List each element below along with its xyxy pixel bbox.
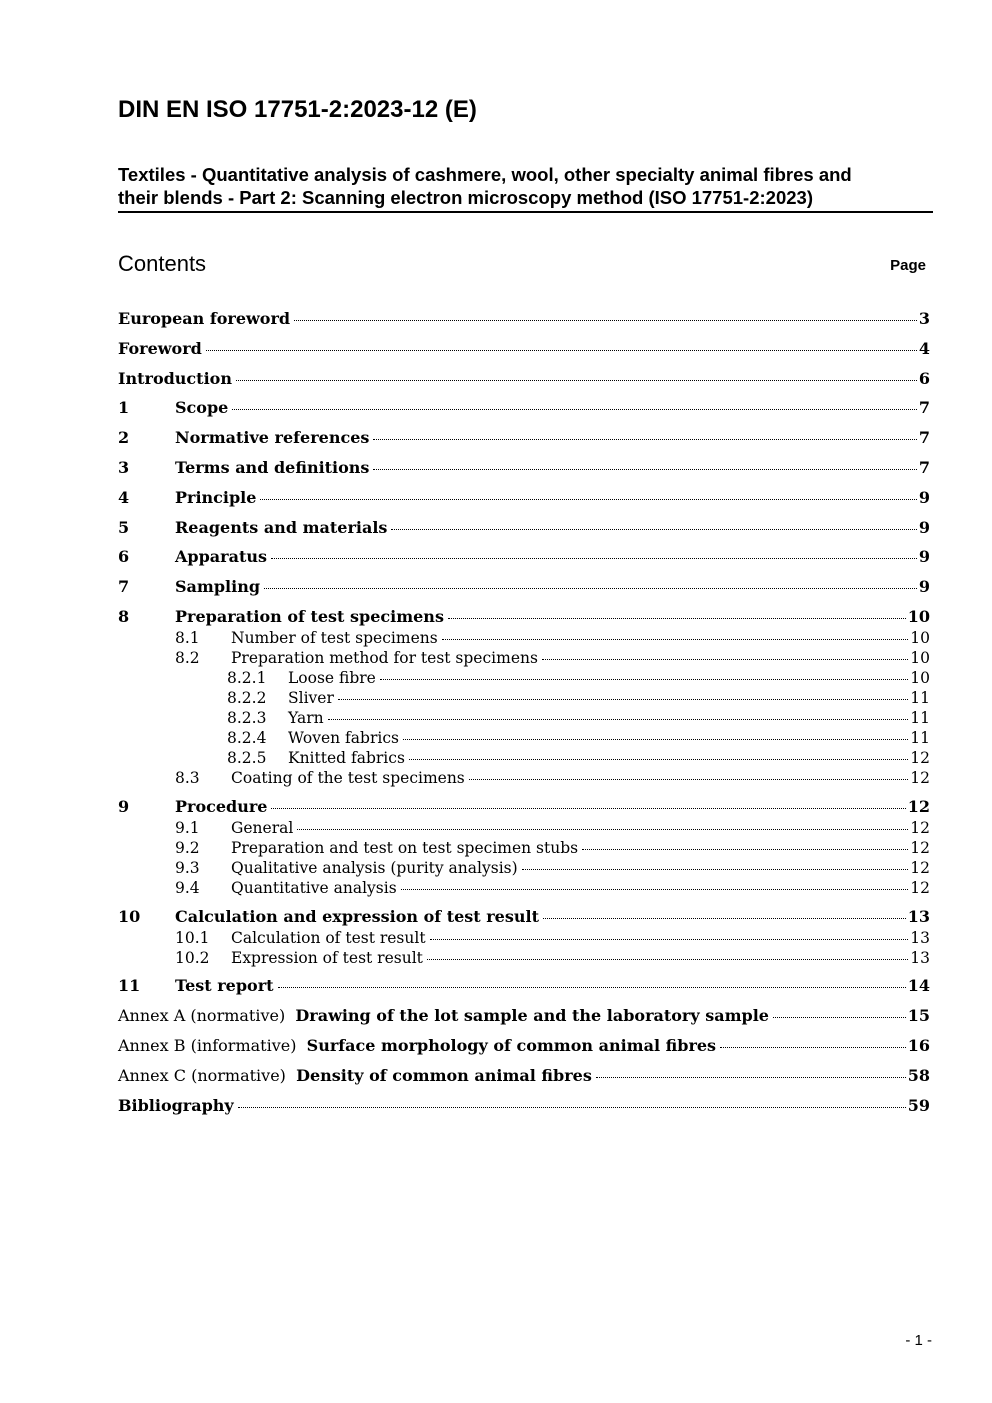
toc-entry-page: 10 [910, 648, 930, 667]
toc-entry-title: Procedure [175, 796, 268, 816]
toc-entry-page: 13 [910, 928, 930, 947]
dot-leader [264, 587, 917, 589]
dot-leader [582, 848, 908, 850]
table-of-contents [118, 308, 930, 1117]
toc-entry-number: 9.2 [175, 838, 200, 857]
dot-leader [409, 758, 908, 760]
toc-entry[interactable] [118, 688, 930, 708]
toc-entry-number: 8.2.5 [227, 748, 267, 767]
dot-leader [238, 1106, 906, 1108]
toc-entry-page: 12 [910, 858, 930, 877]
toc-entry-number: 10.2 [175, 948, 210, 967]
toc-entry-number: 11 [118, 976, 141, 996]
dot-leader [773, 1016, 906, 1018]
dot-leader [391, 528, 916, 530]
dot-leader [206, 349, 917, 351]
dot-leader [297, 828, 908, 830]
toc-entry-number: 9.1 [175, 818, 200, 837]
toc-entry-page: 10 [910, 628, 930, 647]
toc-entry-number: 10.1 [175, 928, 210, 947]
toc-entry[interactable] [118, 928, 930, 948]
toc-entry[interactable] [118, 878, 930, 898]
toc-entry-title: Scope [175, 398, 229, 418]
toc-entry-page: 9 [918, 517, 930, 537]
toc-entry-number: 8.2.2 [227, 688, 267, 707]
toc-entry-page: 12 [910, 878, 930, 897]
toc-entry-page: 16 [907, 1035, 930, 1055]
toc-entry[interactable] [118, 517, 930, 539]
toc-entry[interactable] [118, 768, 930, 788]
toc-entry[interactable] [118, 648, 930, 668]
dot-leader [294, 319, 917, 321]
toc-entry-page: 10 [907, 606, 930, 626]
dot-leader [720, 1046, 906, 1048]
toc-entry-number: 6 [118, 547, 130, 567]
toc-entry[interactable] [118, 975, 930, 997]
page-number: - 1 - [905, 1332, 932, 1349]
dot-leader [373, 468, 916, 470]
dot-leader [448, 617, 906, 619]
dot-leader [338, 698, 908, 700]
toc-entry-page: 12 [910, 818, 930, 837]
toc-entry-page: 6 [918, 368, 930, 388]
toc-entry[interactable] [118, 708, 930, 728]
dot-leader [542, 658, 908, 660]
toc-annex-label: Annex C (normative) [118, 1065, 297, 1085]
toc-entry[interactable] [118, 906, 930, 928]
toc-entry-title: Coating of the test specimens [231, 768, 465, 787]
toc-entry-page: 12 [910, 838, 930, 857]
toc-entry-page: 3 [918, 309, 930, 328]
toc-entry-page: 14 [907, 976, 930, 996]
toc-entry[interactable] [118, 668, 930, 688]
toc-entry-number: 5 [118, 517, 130, 537]
toc-entry-title: Woven fabrics [288, 728, 399, 747]
toc-entry-page: 12 [910, 748, 930, 767]
document-subtitle [118, 163, 933, 213]
toc-entry[interactable] [118, 397, 930, 419]
toc-entry-page: 7 [918, 457, 930, 477]
toc-entry-page: 11 [910, 728, 930, 747]
toc-entry-page: 15 [907, 1006, 930, 1026]
toc-entry-title: Calculation and expression of test result [175, 906, 539, 926]
toc-entry-number: 9.3 [175, 858, 200, 877]
toc-entry-title: Preparation method for test specimens [231, 648, 538, 667]
toc-entry-title: Number of test specimens [231, 628, 438, 647]
dot-leader [469, 778, 909, 780]
toc-entry[interactable] [118, 796, 930, 818]
toc-entry[interactable] [118, 1035, 930, 1057]
toc-entry-title: Yarn [288, 708, 324, 727]
toc-entry-title: General [231, 818, 294, 837]
toc-entry[interactable] [118, 457, 930, 479]
toc-entry-title: Normative references [175, 428, 370, 448]
toc-annex-label: Annex A (normative) [118, 1006, 296, 1026]
dot-leader [430, 938, 909, 940]
toc-entry[interactable] [118, 338, 930, 360]
toc-entry-page: 4 [918, 338, 930, 358]
dot-leader [543, 917, 906, 919]
toc-entry[interactable] [118, 1065, 930, 1087]
toc-entry[interactable] [118, 1005, 930, 1027]
toc-entry-number: 8.2.1 [227, 668, 267, 687]
dot-leader [236, 379, 917, 381]
subtitle-line-1: Textiles - Quantitative analysis of cashmere, wool, other specialty animal fibres and [118, 164, 852, 185]
toc-entry[interactable] [118, 368, 930, 390]
toc-entry-page: 9 [918, 577, 930, 597]
toc-entry-title: Density of common animal fibres [296, 1065, 592, 1085]
toc-entry-number: 2 [118, 428, 130, 448]
toc-entry[interactable] [118, 308, 930, 330]
toc-entry-page: 11 [910, 688, 930, 707]
toc-entry-number: 9 [118, 796, 130, 816]
toc-entry-number: 8 [118, 606, 130, 626]
toc-entry-title: Drawing of the lot sample and the laboratory sample [295, 1006, 769, 1026]
toc-annex-label: Annex B (informative) [118, 1035, 307, 1055]
toc-entry[interactable] [118, 628, 930, 648]
dot-leader [328, 718, 909, 720]
toc-entry-number: 8.3 [175, 768, 200, 787]
dot-leader [232, 408, 917, 410]
toc-entry-number: 8.2 [175, 648, 200, 667]
toc-entry-number: 8.2.3 [227, 708, 267, 727]
dot-leader [401, 888, 909, 890]
toc-entry[interactable] [118, 427, 930, 449]
toc-entry-number: 8.2.4 [227, 728, 267, 747]
toc-entry-title: Reagents and materials [175, 517, 388, 537]
toc-entry-title: Test report [175, 976, 274, 996]
toc-entry-page: 59 [907, 1095, 930, 1115]
dot-leader [427, 958, 908, 960]
subtitle-line-2: their blends - Part 2: Scanning electron microscopy method (ISO 17751-2:2023) [118, 187, 813, 208]
toc-entry-page: 13 [910, 948, 930, 967]
dot-leader [260, 498, 916, 500]
dot-leader [271, 807, 905, 809]
toc-entry-title: Introduction [118, 368, 232, 388]
toc-entry-title: Apparatus [175, 547, 267, 567]
toc-entry-number: 9.4 [175, 878, 200, 897]
toc-entry-page: 11 [910, 708, 930, 727]
toc-entry[interactable] [118, 606, 930, 628]
toc-entry-title: Preparation and test on test specimen stubs [231, 838, 579, 857]
toc-entry-title: Qualitative analysis (purity analysis) [231, 858, 518, 877]
toc-entry-page: 58 [907, 1065, 930, 1085]
toc-entry[interactable] [118, 1095, 930, 1117]
toc-entry-title: Quantitative analysis [231, 878, 397, 897]
dot-leader [596, 1076, 906, 1078]
toc-entry-title: Expression of test result [231, 948, 423, 967]
toc-entry[interactable] [118, 838, 930, 858]
toc-entry-number: 3 [118, 457, 130, 477]
toc-entry-title: Sampling [175, 577, 261, 597]
toc-entry-title: Knitted fabrics [288, 748, 405, 767]
toc-entry-title: Bibliography [118, 1095, 234, 1115]
toc-entry-page: 9 [918, 487, 930, 507]
toc-entry[interactable] [118, 948, 930, 968]
toc-entry[interactable] [118, 858, 930, 878]
toc-entry-title: Surface morphology of common animal fibres [306, 1035, 717, 1055]
contents-heading: Contents [118, 251, 207, 276]
toc-entry[interactable] [118, 546, 930, 568]
dot-leader [442, 638, 909, 640]
toc-entry[interactable] [118, 487, 930, 509]
document-title: DIN EN ISO 17751-2:2023-12 (E) [118, 96, 477, 123]
page-column-heading: Page [890, 257, 926, 274]
toc-entry-number: 4 [118, 487, 130, 507]
dot-leader [271, 557, 917, 559]
toc-entry-page: 12 [907, 796, 930, 816]
toc-entry[interactable] [118, 728, 930, 748]
toc-entry[interactable] [118, 576, 930, 598]
dot-leader [380, 678, 908, 680]
toc-entry-title: Loose fibre [288, 668, 376, 687]
toc-entry-title: Principle [175, 487, 257, 507]
toc-entry-title: Calculation of test result [231, 928, 426, 947]
toc-entry-page: 10 [910, 668, 930, 687]
toc-entry-page: 7 [918, 428, 930, 448]
toc-entry-number: 1 [118, 398, 130, 418]
dot-leader [278, 986, 906, 988]
toc-entry-page: 9 [918, 547, 930, 567]
toc-entry-title: European foreword [118, 309, 291, 328]
toc-entry-title: Foreword [118, 338, 202, 358]
dot-leader [522, 868, 909, 870]
toc-entry-title: Sliver [288, 688, 334, 707]
dot-leader [373, 438, 916, 440]
toc-entry-title: Terms and definitions [175, 457, 370, 477]
toc-entry-page: 12 [910, 768, 930, 787]
toc-entry-page: 7 [918, 398, 930, 418]
toc-entry[interactable] [118, 748, 930, 768]
toc-entry[interactable] [118, 818, 930, 838]
toc-entry-number: 10 [118, 906, 141, 926]
toc-entry-number: 7 [118, 577, 130, 597]
toc-entry-title: Preparation of test specimens [175, 606, 444, 626]
toc-entry-number: 8.1 [175, 628, 200, 647]
toc-entry-page: 13 [907, 906, 930, 926]
dot-leader [403, 738, 908, 740]
